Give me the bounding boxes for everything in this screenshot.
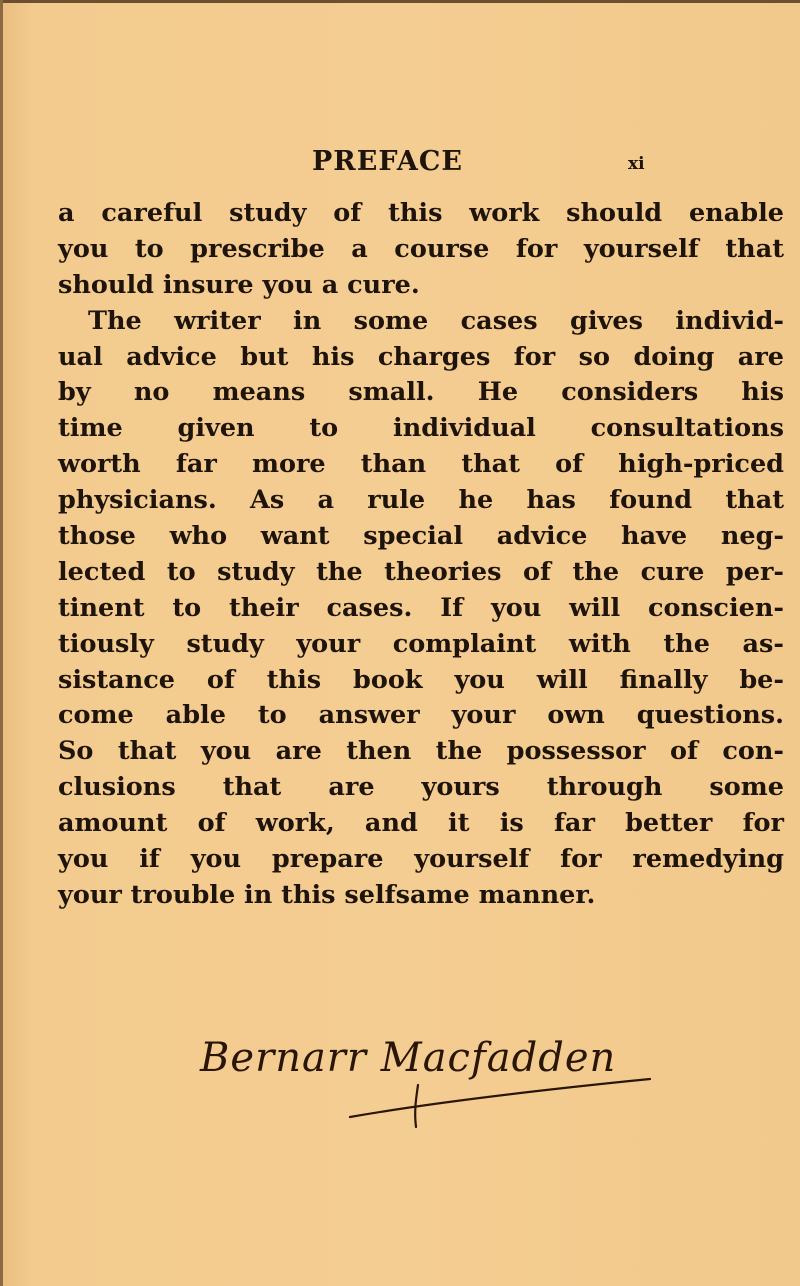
text-line: should insure you a cure.	[58, 269, 420, 300]
text-line: worth far more than that of high-priced	[58, 449, 784, 480]
text-line: lected to study the theories of the cure per-	[58, 556, 784, 587]
text-line: sistance of this book you will finally be-	[58, 664, 784, 695]
text-line: amount of work, and it is far better for	[58, 808, 784, 839]
text-line: So that you are then the possessor of con-	[58, 736, 784, 767]
body-text	[58, 196, 784, 914]
running-head	[0, 146, 800, 182]
text-line: ual advice but his charges for so doing are	[58, 341, 784, 372]
page-title: PREFACE	[312, 146, 463, 177]
text-line: tinent to their cases. If you will conscien-	[58, 592, 784, 623]
text-line: you if you prepare yourself for remedying	[58, 844, 784, 875]
text-line: your trouble in this selfsame manner.	[58, 879, 596, 910]
signature-underline	[200, 1035, 680, 1160]
text-line: time given to individual consultations	[58, 413, 784, 444]
signature-name: Bernarr Macfadden	[200, 1035, 617, 1081]
text-line: physicians. As a rule he has found that	[58, 485, 784, 516]
signature	[200, 1035, 680, 1160]
text-line: by no means small. He considers his	[58, 377, 784, 408]
page-edge-top	[0, 0, 800, 3]
text-line: a careful study of this work should enable	[58, 198, 784, 228]
text-line: those who want special advice have neg-	[58, 521, 784, 552]
text-line: clusions that are yours through some	[58, 772, 784, 803]
text-line: you to prescribe a course for yourself that	[58, 233, 784, 264]
page-number: xi	[628, 154, 645, 174]
page-edge-left	[0, 0, 3, 1286]
text-line: come able to answer your own questions.	[58, 700, 784, 731]
text-line: The writer in some cases gives individ-	[88, 305, 784, 336]
text-line: tiously study your complaint with the as-	[58, 628, 784, 659]
